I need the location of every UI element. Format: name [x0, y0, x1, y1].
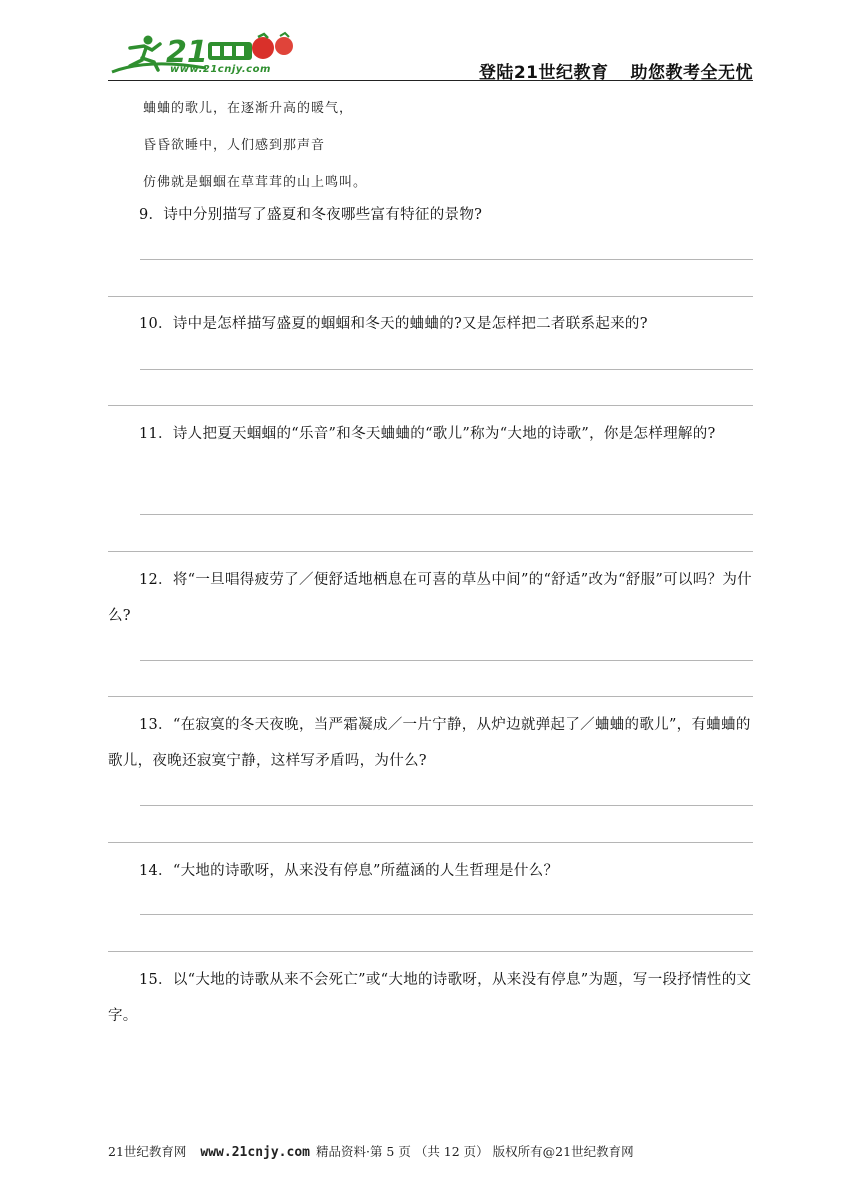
site-logo: [108, 28, 308, 80]
answer-line[interactable]: [108, 405, 753, 406]
answer-line[interactable]: [108, 296, 753, 297]
slogan-tagline: 助您教考全无忧: [630, 63, 753, 83]
header-divider: [108, 80, 753, 81]
answer-line[interactable]: [140, 914, 753, 915]
question-10: 10．诗中是怎样描写盛夏的蝈蝈和冬天的蛐蛐的?又是怎样把二者联系起来的?: [139, 316, 648, 332]
question-11: 11．诗人把夏天蝈蝈的“乐音”和冬天蛐蛐的“歌儿”称为“大地的诗歌”，你是怎样理解的?: [139, 426, 716, 442]
question-9: 9．诗中分别描写了盛夏和冬夜哪些富有特征的景物?: [139, 207, 483, 223]
logo-url-text: www.21cnjy.com: [170, 64, 271, 75]
slogan-login: 登陆21世纪教育: [478, 63, 609, 83]
question-14: 14．“大地的诗歌呀，从来没有停息”所蕴涵的人生哲理是什么？: [139, 863, 559, 879]
question-15: 15．以“大地的诗歌从来不会死亡”或“大地的诗歌呀，从来没有停息”为题，写一段抒情性的文字。: [108, 972, 752, 1024]
answer-line[interactable]: [140, 805, 753, 806]
answer-line[interactable]: [140, 514, 753, 515]
footer-url-link[interactable]: www.21cnjy.com: [200, 1145, 310, 1160]
page-footer: [108, 1142, 634, 1160]
page-header: [108, 28, 753, 82]
poem-line: 仿佛就是蝈蝈在草茸茸的山上鸣叫。: [143, 175, 368, 190]
footer-site-name: 21世纪教育网: [108, 1144, 187, 1159]
question-13: 13．“在寂寞的冬天夜晚，当严霜凝成／一片宁静，从炉边就弹起了／蛐蛐的歌儿”，有蛐蛐的歌儿，夜晚还寂寞宁静，这样写矛盾吗，为什么?: [108, 717, 751, 769]
answer-line[interactable]: [108, 951, 753, 952]
poem-line: 昏昏欲睡中，人们感到那声音: [143, 138, 326, 153]
svg-text:21: 21: [166, 35, 208, 70]
question-12: 12．将“一旦唱得疲劳了／便舒适地栖息在可喜的草丛中间”的“舒适”改为“舒服”可以吗？为什么?: [108, 572, 752, 624]
answer-line[interactable]: [108, 551, 753, 552]
footer-page-info: 精品资料·第 5 页 （共 12 页） 版权所有@21世纪教育网: [315, 1144, 634, 1159]
answer-line[interactable]: [108, 696, 753, 697]
poem-line: 蛐蛐的歌儿，在逐渐升高的暖气，: [143, 101, 354, 116]
answer-line[interactable]: [140, 369, 753, 370]
answer-line[interactable]: [140, 259, 753, 260]
answer-line[interactable]: [140, 660, 753, 661]
answer-line[interactable]: [108, 842, 753, 843]
